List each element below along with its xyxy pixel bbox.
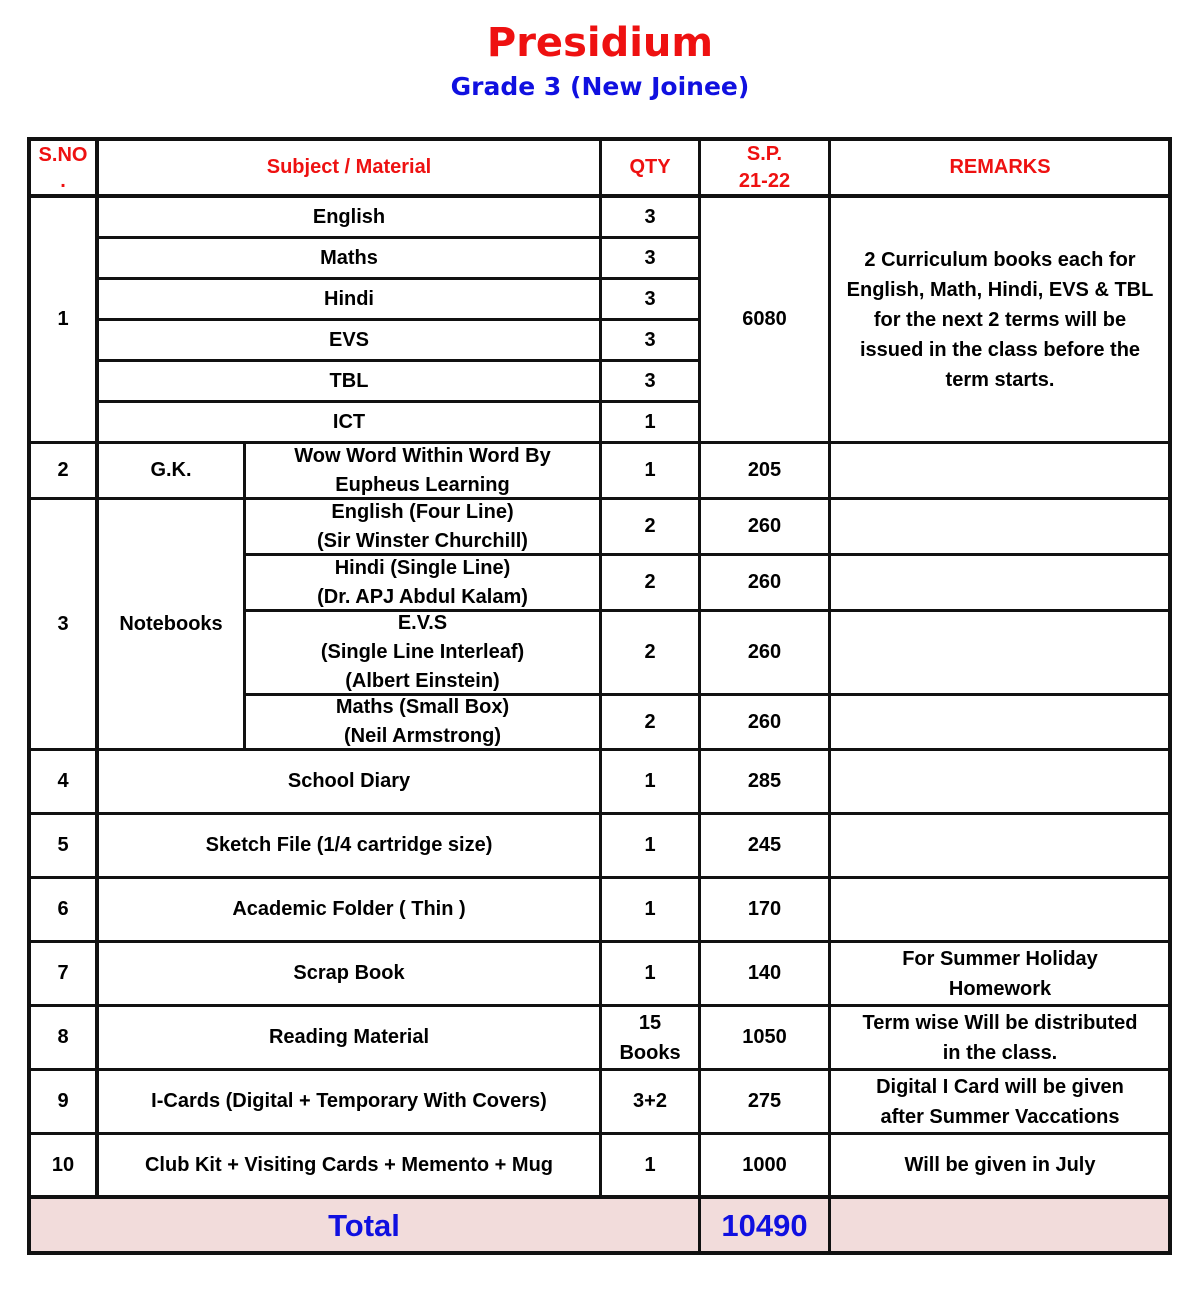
row6-qty: 1 [600,877,700,942]
row3-qty-english: 2 [600,498,700,555]
row9-item: I-Cards (Digital + Temporary With Covers) [97,1069,601,1134]
row1-item-hindi: Hindi [97,278,601,320]
row3-evs-line3: (Albert Einstein) [345,670,500,692]
row3-qty-hindi: 2 [600,554,700,611]
page-subtitle: Grade 3 (New Joinee) [450,72,750,101]
row1-qty-ict: 1 [600,401,700,443]
row3-item-maths [244,694,601,750]
row8-qty [600,1005,700,1070]
row8-qty-number: 15 [638,1011,662,1034]
row3-qty-maths: 2 [600,694,700,750]
row4-sno: 4 [28,749,98,814]
row1-item-ict: ICT [97,401,601,443]
row3-english-line2: (Sir Winster Churchill) [317,529,528,552]
row5-sp: 245 [699,813,830,878]
row5-sno: 5 [28,813,98,878]
row2-sp: 205 [699,442,830,499]
row3-remarks-hindi [829,554,1171,611]
row1-remarks: 2 Curriculum books each for English, Math, Hindi, EVS & TBL for the next 2 terms will be issued in the class before the term starts. [829,196,1171,443]
header-sp [699,138,830,197]
row1-item-maths: Maths [97,237,601,279]
row3-sp-english: 260 [699,498,830,555]
total-label: Total [28,1197,700,1254]
row3-maths-line2: (Neil Armstrong) [343,725,502,747]
header-sp-year: 21-22 [738,169,791,192]
row3-remarks-english [829,498,1171,555]
row1-qty-tbl: 3 [600,360,700,402]
row3-sp-maths: 260 [699,694,830,750]
header-qty: QTY [600,138,700,197]
row7-remarks-line1: For Summer Holiday [902,947,1098,970]
row8-remarks [829,1005,1171,1070]
row9-remarks-line2: after Summer Vaccations [880,1105,1120,1128]
header-sp-text: S.P. [746,142,783,165]
row8-item: Reading Material [97,1005,601,1070]
row3-remarks-maths [829,694,1171,750]
row3-sp-hindi: 260 [699,554,830,611]
row4-qty: 1 [600,749,700,814]
row7-remarks-line2: Homework [948,977,1052,1000]
row10-remarks: Will be given in July [829,1133,1171,1198]
row3-category: Notebooks [97,498,245,750]
row3-hindi-line1: Hindi (Single Line) [334,556,511,579]
page-title: Presidium [486,20,714,66]
row1-item-english: English [97,196,601,238]
row9-sno: 9 [28,1069,98,1134]
row3-item-evs [244,610,601,695]
row3-maths-line1: Maths (Small Box) [335,696,510,718]
header-sno-dot: . [60,169,66,192]
row9-remarks-line1: Digital I Card will be given [876,1075,1124,1098]
row1-sno: 1 [28,196,98,443]
row10-item: Club Kit + Visiting Cards + Memento + Mug [97,1133,601,1198]
row2-sno: 2 [28,442,98,499]
row3-sp-evs: 260 [699,610,830,695]
row2-remarks [829,442,1171,499]
row2-qty: 1 [600,442,700,499]
row5-remarks [829,813,1171,878]
row7-qty: 1 [600,941,700,1006]
row1-qty-evs: 3 [600,319,700,361]
header-sno-text: S.NO [38,143,88,166]
row7-remarks [829,941,1171,1006]
row3-hindi-line2: (Dr. APJ Abdul Kalam) [317,585,528,608]
row6-item: Academic Folder ( Thin ) [97,877,601,942]
row3-evs-line1: E.V.S [397,612,448,634]
row4-sp: 285 [699,749,830,814]
row2-category: G.K. [97,442,245,499]
row1-qty-english: 3 [600,196,700,238]
row7-item: Scrap Book [97,941,601,1006]
header-remarks: REMARKS [829,138,1171,197]
row9-remarks [829,1069,1171,1134]
rule-sno-right [95,137,99,1197]
row3-item-english [244,498,601,555]
row8-remarks-line1: Term wise Will be distributed [862,1011,1138,1034]
row6-sno: 6 [28,877,98,942]
row6-sp: 170 [699,877,830,942]
row4-remarks [829,749,1171,814]
row7-sno: 7 [28,941,98,1006]
total-value: 10490 [699,1197,830,1254]
row3-remarks-evs [829,610,1171,695]
row10-sno: 10 [28,1133,98,1198]
header-sno [28,138,98,197]
row1-item-tbl: TBL [97,360,601,402]
header-subject: Subject / Material [97,138,601,197]
row2-item-line2: Eupheus Learning [335,473,510,496]
row1-sp: 6080 [699,196,830,443]
row8-sno: 8 [28,1005,98,1070]
row6-remarks [829,877,1171,942]
total-remarks [829,1197,1171,1254]
row1-item-evs: EVS [97,319,601,361]
rule-header-bottom [27,194,1172,198]
row9-qty: 3+2 [600,1069,700,1134]
row5-qty: 1 [600,813,700,878]
row8-sp: 1050 [699,1005,830,1070]
row9-sp: 275 [699,1069,830,1134]
rule-total-top [27,1195,1172,1199]
row3-sno: 3 [28,498,98,750]
row3-item-hindi [244,554,601,611]
row8-remarks-line2: in the class. [942,1041,1058,1064]
row10-qty: 1 [600,1133,700,1198]
row2-item-line1: Wow Word Within Word By [294,444,551,467]
row7-sp: 140 [699,941,830,1006]
row3-evs-line2: (Single Line Interleaf) [320,641,525,663]
row10-sp: 1000 [699,1133,830,1198]
row3-english-line1: English (Four Line) [331,500,514,523]
row5-item: Sketch File (1/4 cartridge size) [97,813,601,878]
row8-qty-unit: Books [619,1041,681,1064]
row2-item [244,442,601,499]
row3-qty-evs: 2 [600,610,700,695]
row1-qty-hindi: 3 [600,278,700,320]
row4-item: School Diary [97,749,601,814]
row1-qty-maths: 3 [600,237,700,279]
